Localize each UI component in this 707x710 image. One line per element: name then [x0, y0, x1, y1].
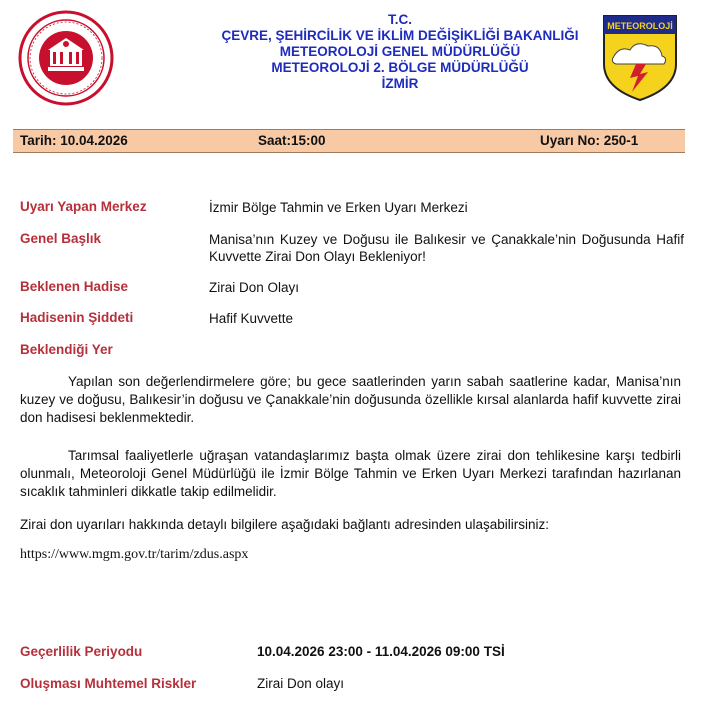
field-value-severity: Hafif Kuvvette	[209, 311, 294, 326]
header-line: İZMİR	[381, 76, 419, 91]
date-text: Tarih: 10.04.2026	[20, 133, 128, 148]
body-paragraph: Yapılan son değerlendirmelere göre; bu gece saatlerinden yarın sabah saatlerine kadar, Manisa’nın kuzey ve doğusu, Balıkesir’in doğusu ve Çanakkale’nin doğusunda özellikle kırsal alanlarda hafif kuvvette zirai don hadisesi beklenmektedir.	[20, 374, 681, 425]
validity-period-value: 10.04.2026 23:00 - 11.04.2026 09:00 TSİ	[257, 644, 505, 659]
risks-value: Zirai Don olayı	[257, 676, 345, 691]
field-value-event: Zirai Don Olayı	[209, 280, 300, 295]
time-text: Saat:15:00	[258, 133, 326, 148]
ministry-logo	[18, 10, 114, 106]
field-label-title: Genel Başlık	[20, 231, 102, 246]
header-line: T.C.	[387, 12, 412, 27]
field-value-center: İzmir Bölge Tahmin ve Erken Uyarı Merkezi	[209, 200, 468, 215]
header-title-block	[150, 12, 650, 92]
link-intro-text: Zirai don uyarıları hakkında detaylı bilgilere aşağıdaki bağlantı adresinden ulaşabilirsiniz:	[20, 517, 550, 532]
header-line: ÇEVRE, ŞEHİRCİLİK VE İKLİM DEĞİŞİKLİĞİ BAKANLIĞI	[221, 28, 579, 43]
header-line: METEOROLOJİ 2. BÖLGE MÜDÜRLÜĞÜ	[271, 60, 529, 75]
warning-number-text: Uyarı No: 250-1	[540, 133, 639, 148]
validity-period-label: Geçerlilik Periyodu	[20, 644, 143, 659]
body-paragraph: Tarımsal faaliyetlerle uğraşan vatandaşlarımız başta olmak üzere zirai don tehlikesine karşı tedbirli olunmalı, Meteoroloji Genel Müdürlüğü ile İzmir Bölge Tahmin ve Erken Uyarı Merkezi tarafından hazırlanan sıcaklık tahminleri dikkatle takip edilmelidir.	[20, 448, 681, 499]
field-value-title: Manisa’nın Kuzey ve Doğusu ile Balıkesir ve Çanakkale’nin Doğusunda Hafif Kuvvette Zirai Don Olayı Bekleniyor!	[209, 232, 684, 264]
header-line: METEOROLOJİ GENEL MÜDÜRLÜĞÜ	[279, 44, 521, 59]
info-bar	[13, 129, 685, 153]
field-label-center: Uyarı Yapan Merkez	[20, 199, 147, 214]
field-label-event: Beklenen Hadise	[20, 279, 129, 294]
field-label-location: Beklendiği Yer	[20, 342, 113, 357]
info-link[interactable]: https://www.mgm.gov.tr/tarim/zdus.aspx	[20, 547, 249, 562]
logo-text: METEOROLOJİ	[607, 21, 673, 31]
risks-label: Oluşması Muhtemel Riskler	[20, 676, 197, 691]
field-label-severity: Hadisenin Şiddeti	[20, 310, 134, 325]
meteoroloji-logo	[600, 12, 680, 102]
